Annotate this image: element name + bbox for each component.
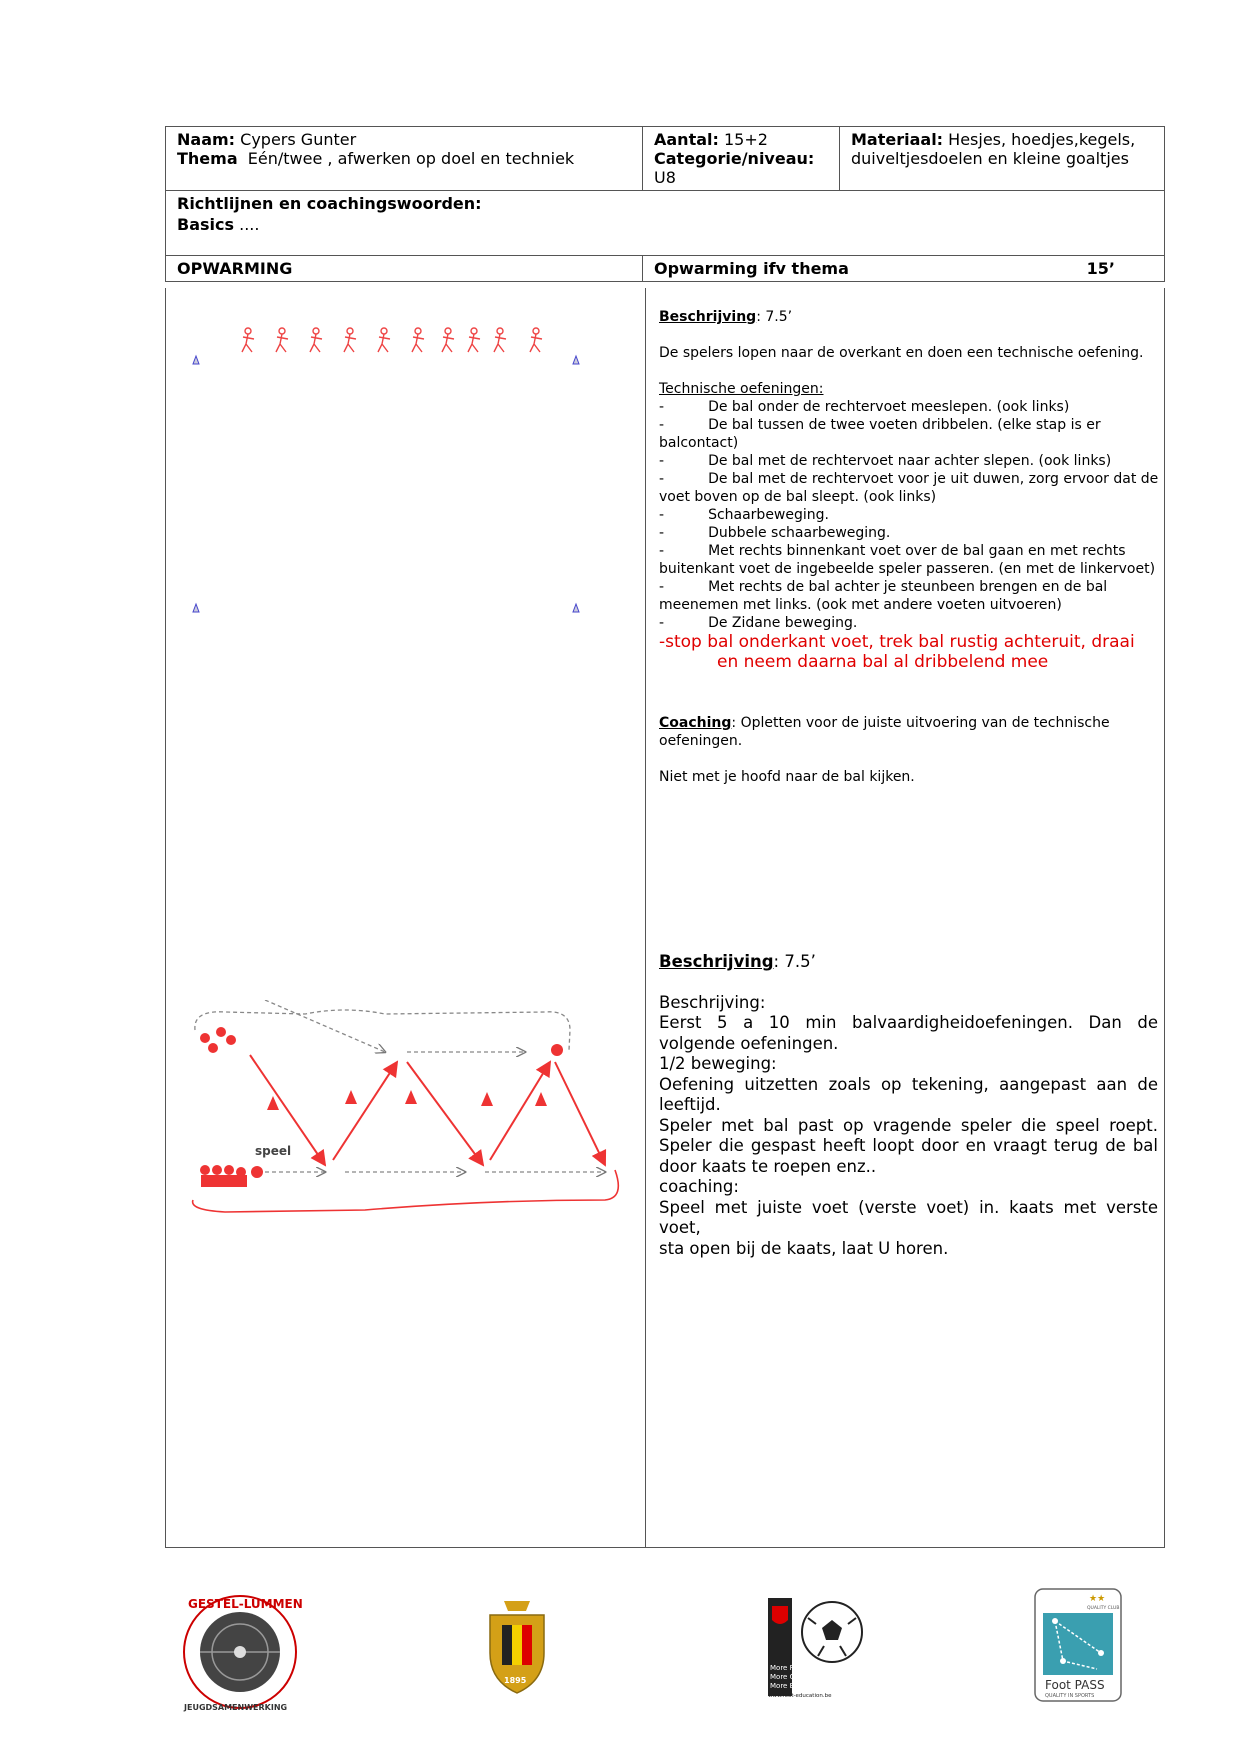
exercise2-text — [659, 952, 1158, 1259]
naam-label: Naam: — [177, 130, 236, 149]
section-left-title: OPWARMING — [166, 256, 643, 282]
gestel-lummen-logo — [180, 1590, 310, 1715]
ex1-item: - De bal tussen de twee voeten dribbelen. (elke stap is er balcontact) — [659, 417, 1101, 451]
ex1-item: - Schaarbeweging. — [659, 507, 829, 523]
ex2-line: Speel met juiste voet (verste voet) in. kaats met verste voet, — [659, 1197, 1158, 1237]
ex1-item: - De bal met de rechtervoet voor je uit duwen, zorg ervoor dat de voet boven op de bal sleept. (ook links) — [659, 471, 1159, 505]
section-right-title: Opwarming ifv thema — [654, 259, 849, 278]
ex1-item: - De Zidane beweging. — [659, 615, 858, 631]
pass-arrows — [250, 1055, 605, 1165]
players-row — [242, 328, 542, 352]
logo3-line: More Brains — [770, 1682, 812, 1690]
header-table — [165, 126, 1165, 282]
naam-value: Cypers Gunter — [240, 130, 357, 149]
ex2-line: Speler met bal past op vragende speler die speel roept. Speler die gespast heeft loopt door en vraagt terug de bal door kaats te roepen enz.. — [659, 1115, 1158, 1176]
ex1-technische-label: Technische oefeningen: — [659, 381, 824, 397]
exercise1-text — [659, 308, 1159, 786]
ex1-item: - De bal met de rechtervoet naar achter slepen. (ook links) — [659, 453, 1112, 469]
cones — [267, 1090, 547, 1110]
materiaal-value: Hesjes, hoedjes,kegels, duiveltjesdoelen en kleine goaltjes — [851, 130, 1136, 168]
categorie-label: Categorie/niveau: — [654, 149, 815, 168]
logo3-line: More Games — [770, 1673, 815, 1681]
thema-label: Thema — [177, 149, 238, 168]
naam-thema-cell — [166, 127, 643, 191]
ex1-item: - De bal onder de rechtervoet meeslepen. (ook links) — [659, 399, 1070, 415]
ex2-line: 1/2 beweging: — [659, 1054, 777, 1073]
ex1-intro: De spelers lopen naar de overkant en doen een technische oefening. — [659, 345, 1144, 361]
ex2-beschrijving-label: Beschrijving — [659, 952, 774, 971]
passing-drill-diagram — [185, 1000, 635, 1220]
column-divider — [645, 288, 646, 1548]
ex2-beschrijving-time: : 7.5’ — [773, 952, 816, 971]
section-duration: 15’ — [1086, 259, 1115, 278]
logo2-year: 1895 — [504, 1676, 527, 1685]
aantal-label: Aantal: — [654, 130, 719, 149]
logo4-sub: QUALITY IN SPORTS — [1045, 1693, 1095, 1699]
diagram-label: speel — [255, 1144, 292, 1158]
cone-marker — [573, 604, 579, 612]
ex2-line: sta open bij de kaats, laat U horen. — [659, 1238, 949, 1258]
ex1-red-line1: -stop bal onderkant voet, trek bal rustig achteruit, draai — [659, 632, 1135, 652]
ex2-line: Oefening uitzetten zoals op tekening, aangepast aan de leeftijd. — [659, 1074, 1158, 1114]
categorie-value: U8 — [654, 168, 676, 187]
cone-marker — [573, 356, 579, 364]
logo4-top: QUALITY CLUB — [1087, 1606, 1120, 1611]
logo3-url: www.foot-education.be — [768, 1693, 832, 1698]
aantal-cell — [643, 127, 840, 191]
aantal-value: 15+2 — [724, 130, 768, 149]
richtlijnen-cell — [166, 191, 1165, 256]
materiaal-cell — [840, 127, 1165, 191]
kbvb-logo — [476, 1593, 558, 1699]
logo4-main: Foot PASS — [1045, 1678, 1105, 1692]
ex1-coaching-label: Coaching — [659, 715, 732, 731]
materiaal-label: Materiaal: — [851, 130, 944, 149]
ex1-coaching-extra: Niet met je hoofd naar de bal kijken. — [659, 769, 915, 785]
star-icon: ★★ — [1089, 1594, 1106, 1604]
thema-value: Eén/twee , afwerken op doel en techniek — [247, 149, 575, 168]
cone-marker — [193, 604, 199, 612]
ex2-line: Eerst 5 a 10 min balvaardigheidoefeningen. Dan de volgende oefeningen. — [659, 1013, 1158, 1053]
warmup-diagram — [180, 320, 600, 620]
section-right-title-cell — [643, 256, 1165, 282]
cone-marker — [193, 356, 199, 364]
ex1-item: - Dubbele schaarbeweging. — [659, 525, 891, 541]
ex1-item: - Met rechts binnenkant voet over de bal gaan en met rechts buitenkant voet de ingebeelde speler passeren. (en met de linkervoet) — [659, 543, 1156, 577]
ex1-item: - Met rechts de bal achter je steunbeen brengen en de bal meenemen met links. (ook met andere voeten uitvoeren) — [659, 579, 1108, 613]
logo1-top: GESTEL-LUMMEN — [188, 1597, 303, 1611]
foot-education-logo — [768, 1598, 868, 1698]
ex1-beschrijving-label: Beschrijving — [659, 309, 757, 325]
basics-value: .... — [239, 215, 260, 234]
ex1-red-line2: en neem daarna bal al dribbelend mee — [717, 652, 1049, 672]
logo3-line: More Fun — [770, 1664, 803, 1672]
logo1-bottom: JEUGDSAMENWERKING — [184, 1703, 288, 1712]
basics-label: Basics — [177, 215, 235, 234]
richtlijnen-label: Richtlijnen en coachingswoorden: — [177, 194, 482, 213]
foot-pass-logo — [1033, 1587, 1125, 1705]
ex2-line: Beschrijving: — [659, 992, 766, 1012]
ex1-coaching-text: : Opletten voor de juiste uitvoering van de technische oefeningen. — [659, 715, 1110, 749]
ex1-beschrijving-time: : 7.5’ — [756, 309, 793, 325]
ex2-line: coaching: — [659, 1177, 739, 1196]
